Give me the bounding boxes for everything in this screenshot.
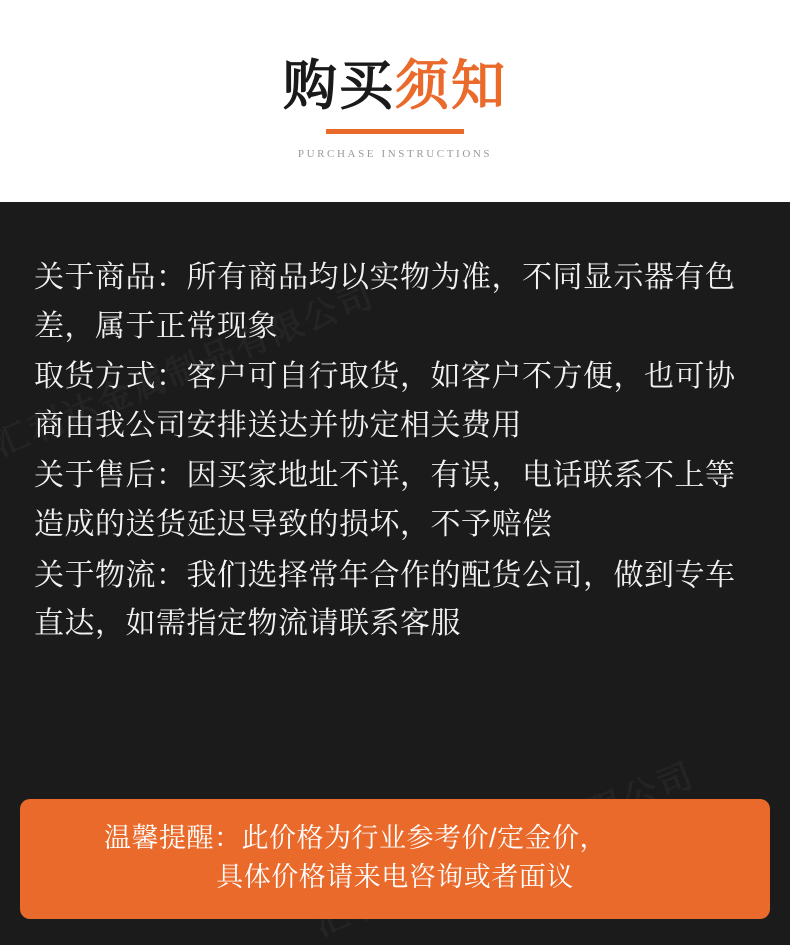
clause-item: 关于商品：所有商品均以实物为准，不同显示器有色差，属于正常现象 xyxy=(34,261,736,343)
clause-item: 关于售后：因买家地址不详，有误，电话联系不上等造成的送货延迟导致的损坏，不予赔偿 xyxy=(34,459,736,541)
clause-list xyxy=(34,254,756,649)
instructions-panel xyxy=(0,202,790,945)
title-underline-rule xyxy=(326,129,464,134)
page-subtitle: PURCHASE INSTRUCTIONS xyxy=(297,147,493,160)
page-title xyxy=(283,58,507,115)
clause-item: 取货方式：客户可自行取货，如客户不方便，也可协商由我公司安排送达并协定相关费用 xyxy=(34,360,736,442)
warm-reminder-box xyxy=(20,799,770,919)
warm-reminder-line-1: 温馨提醒：此价格为行业参考价/定金价， xyxy=(104,822,608,853)
clause-item: 关于物流：我们选择常年合作的配货公司，做到专车直达，如需指定物流请联系客服 xyxy=(34,558,736,641)
page-title-part2: 须知 xyxy=(395,56,507,116)
page-title-part1: 购买 xyxy=(283,56,395,116)
warm-reminder-line-2: 具体价格请来电咨询或者面议 xyxy=(216,861,574,892)
page-header xyxy=(0,0,790,202)
